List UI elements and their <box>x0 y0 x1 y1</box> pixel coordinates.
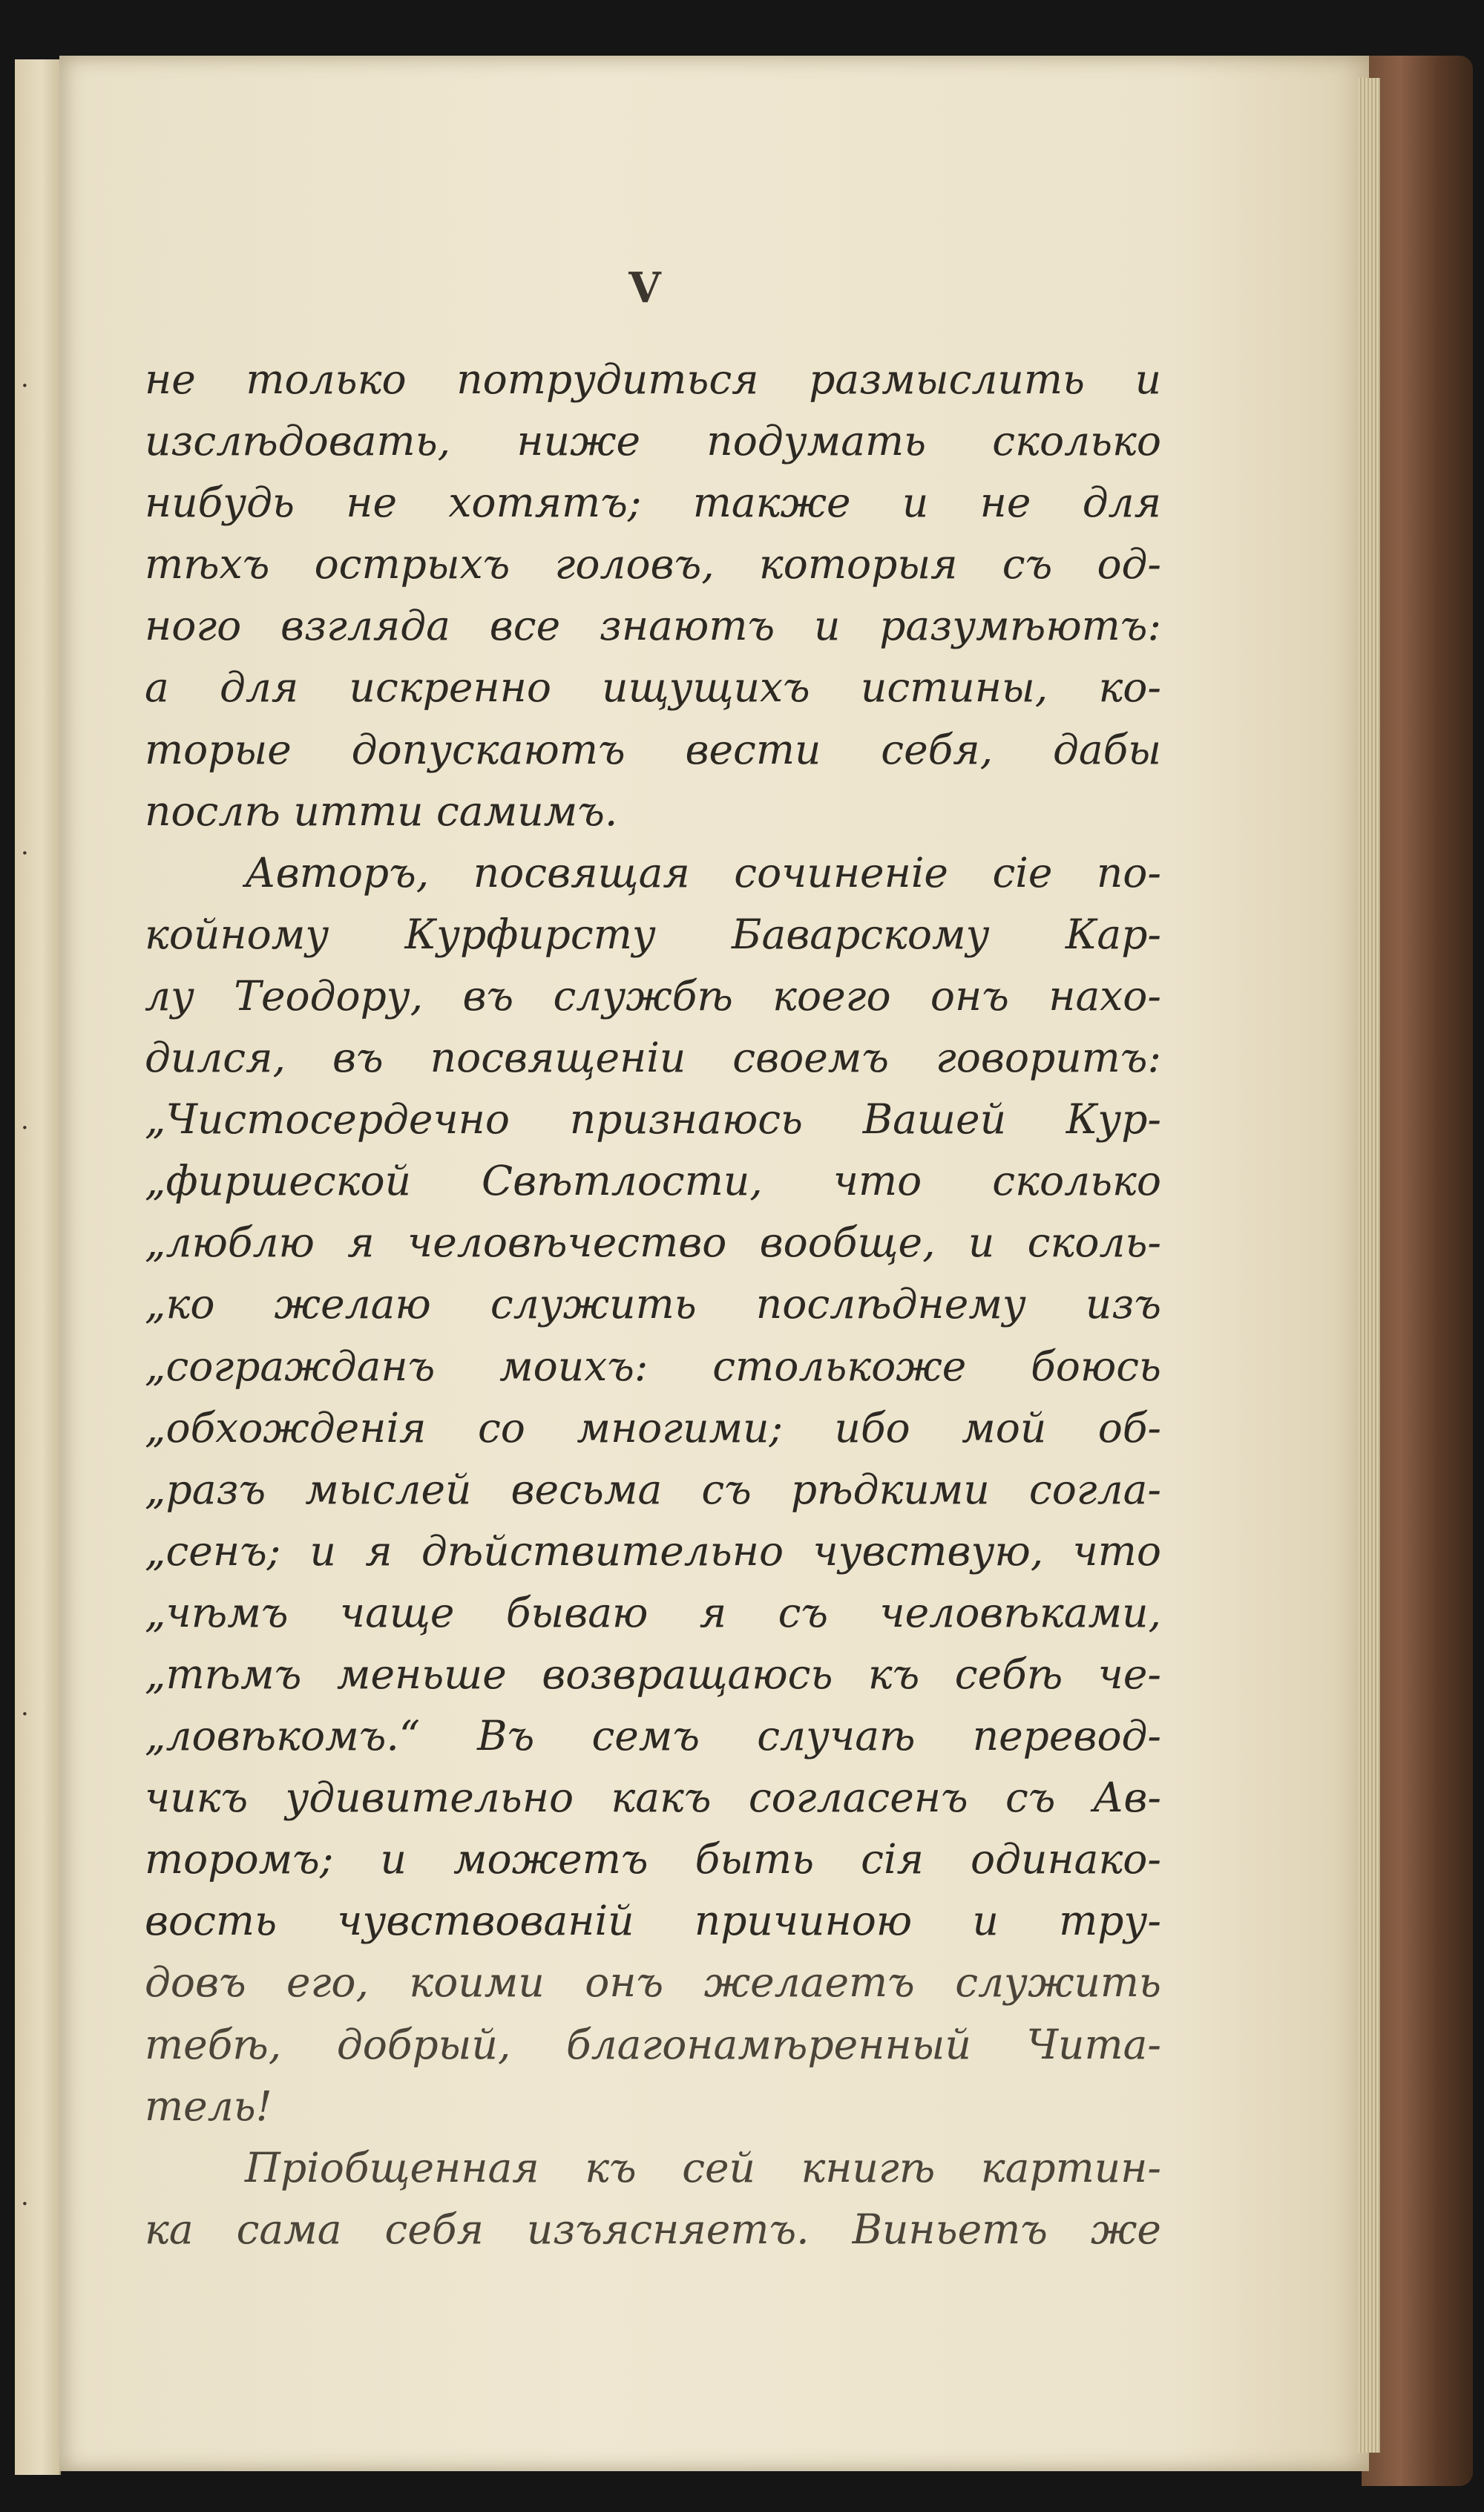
text-line: не только потрудиться размыслить и <box>145 355 1161 403</box>
text-line: тель! <box>145 2082 272 2130</box>
previous-page-edge <box>15 59 61 2475</box>
text-line: торомъ; и можетъ быть сія одинако- <box>145 1835 1161 1883</box>
text-line: койному Курфирсту Баварскому Кар- <box>145 910 1161 958</box>
text-line: „тѣмъ меньше возвращаюсь къ себѣ че- <box>145 1650 1161 1698</box>
text-line: торые допускаютъ вести себя, дабы <box>145 725 1161 773</box>
text-line: довъ его, коими онъ желаетъ служить <box>145 1958 1161 2007</box>
text-line: изслѣдовать, ниже подумать сколько <box>145 417 1161 465</box>
text-line: „обхожденія со многими; ибо мой об- <box>145 1403 1161 1452</box>
text-line: Авторъ, посвящая сочиненіе сіе по- <box>245 848 1161 896</box>
text-line: чикъ удивительно какъ согласенъ съ Ав- <box>145 1774 1161 1822</box>
text-line: а для искренно ищущихъ истины, ко- <box>145 663 1161 712</box>
text-line: нибудь не хотятъ; также и не для <box>145 479 1161 527</box>
text-line: „чѣмъ чаще бываю я съ человѣками, <box>145 1588 1161 1636</box>
text-line: „люблю я человѣчество вообще, и сколь- <box>145 1219 1161 1267</box>
edge-mark: · <box>21 1113 29 1143</box>
text-line: вость чувствованій причиною и тру- <box>145 1897 1161 1945</box>
text-line: тѣхъ острыхъ головъ, которыя съ од- <box>145 540 1161 588</box>
edge-mark: · <box>21 371 29 401</box>
text-line: тебѣ, добрый, благонамѣренный Чита- <box>145 2020 1161 2068</box>
text-line: „фиршеской Свѣтлости, что сколько <box>145 1157 1161 1205</box>
edge-mark: · <box>21 839 29 868</box>
text-line: ка сама себя изъясняетъ. Виньетъ же <box>145 2205 1161 2253</box>
text-line: „сенъ; и я дѣйствительно чувствую, что <box>145 1526 1161 1575</box>
edge-mark: · <box>21 2189 29 2219</box>
page-body-text <box>145 349 1161 2260</box>
text-line: „ко желаю служить послѣднему изъ <box>145 1280 1161 1328</box>
text-line: лу Теодору, въ службѣ коего онъ нахо- <box>145 971 1161 1020</box>
text-line: „согражданъ моихъ: столькоже боюсь <box>145 1342 1161 1390</box>
edge-mark: · <box>21 1699 29 1729</box>
page-fore-edge <box>1358 78 1380 2453</box>
page-number: V <box>628 263 663 312</box>
text-line: „разъ мыслей весьма съ рѣдкими согла- <box>145 1465 1161 1513</box>
text-line: дился, въ посвященіи своемъ говоритъ: <box>145 1034 1161 1082</box>
text-line: послѣ итти самимъ. <box>145 787 618 835</box>
text-line: Пріобщенная къ сей книгѣ картин- <box>245 2143 1161 2191</box>
text-line: ного взгляда все знаютъ и разумѣютъ: <box>145 602 1161 650</box>
text-line: „ловѣкомъ.“ Въ семъ случаѣ перевод- <box>145 1712 1161 1760</box>
text-line: „Чистосердечно признаюсь Вашей Кур- <box>145 1095 1161 1144</box>
